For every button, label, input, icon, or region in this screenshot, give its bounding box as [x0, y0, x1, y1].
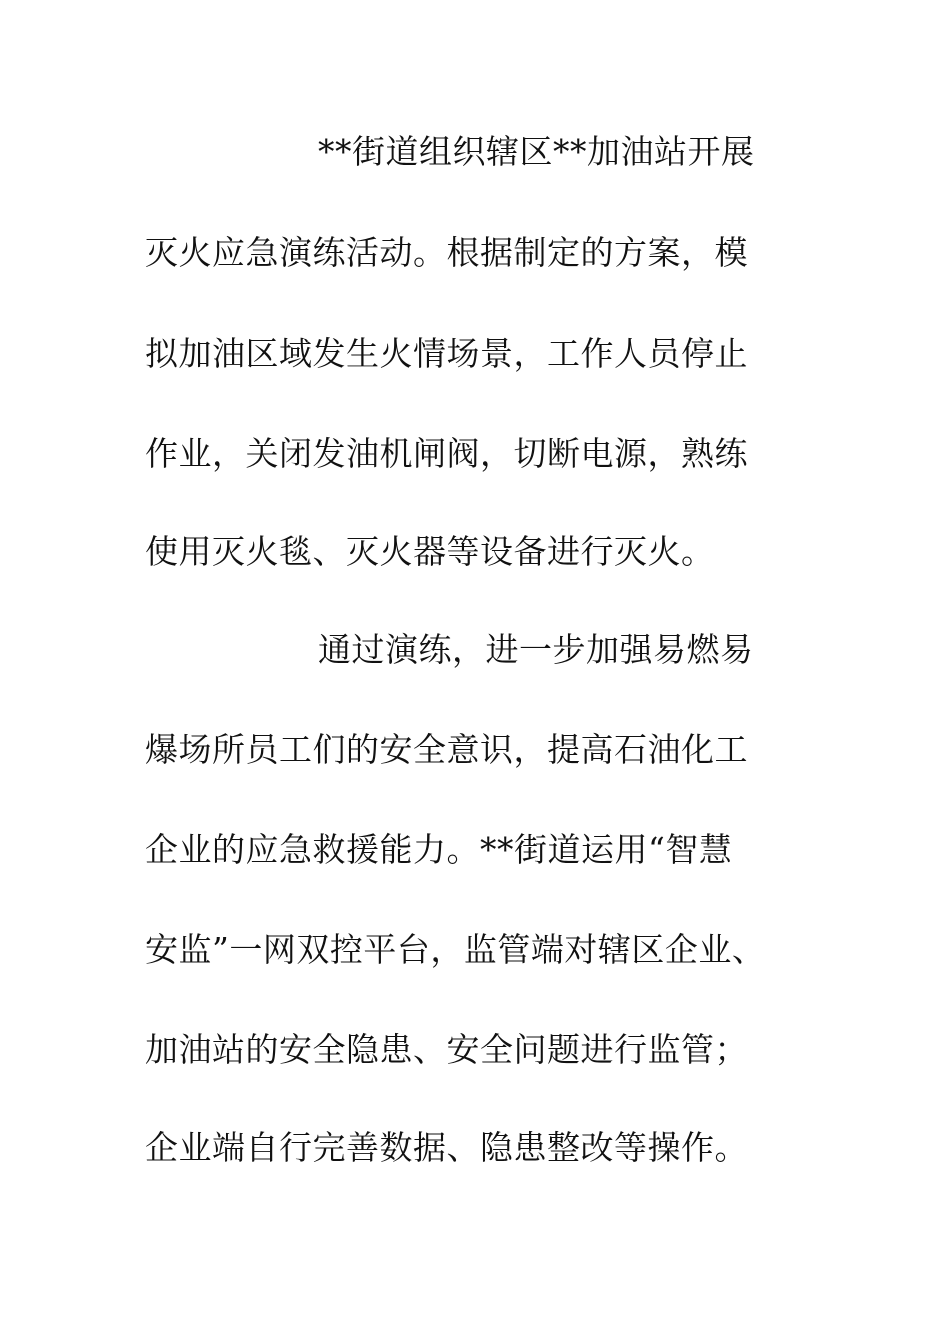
paragraph-2-line-2: 爆场所员工们的安全意识，提高石油化工 [145, 730, 748, 769]
paragraph-1-line-5: 使用灭火毯、灭火器等设备进行灭火。 [145, 532, 715, 571]
paragraph-2-line-4: 安监”一网双控平台，监管端对辖区企业、 [145, 930, 766, 969]
paragraph-1-line-3: 拟加油区域发生火情场景，工作人员停止 [145, 334, 748, 373]
paragraph-1-line-2: 灭火应急演练活动。根据制定的方案，模 [145, 233, 748, 272]
paragraph-2-line-6: 企业端自行完善数据、隐患整改等操作。 [145, 1128, 748, 1167]
paragraph-2-line-3: 企业的应急救援能力。**街道运用“智慧 [145, 830, 733, 869]
paragraph-1-line-4: 作业，关闭发油机闸阀，切断电源，熟练 [145, 434, 748, 473]
paragraph-2-line-5: 加油站的安全隐患、安全问题进行监管； [145, 1030, 748, 1069]
paragraph-1-line-1: **街道组织辖区**加油站开展 [318, 132, 755, 171]
paragraph-2-line-1: 通过演练，进一步加强易燃易 [318, 630, 754, 669]
